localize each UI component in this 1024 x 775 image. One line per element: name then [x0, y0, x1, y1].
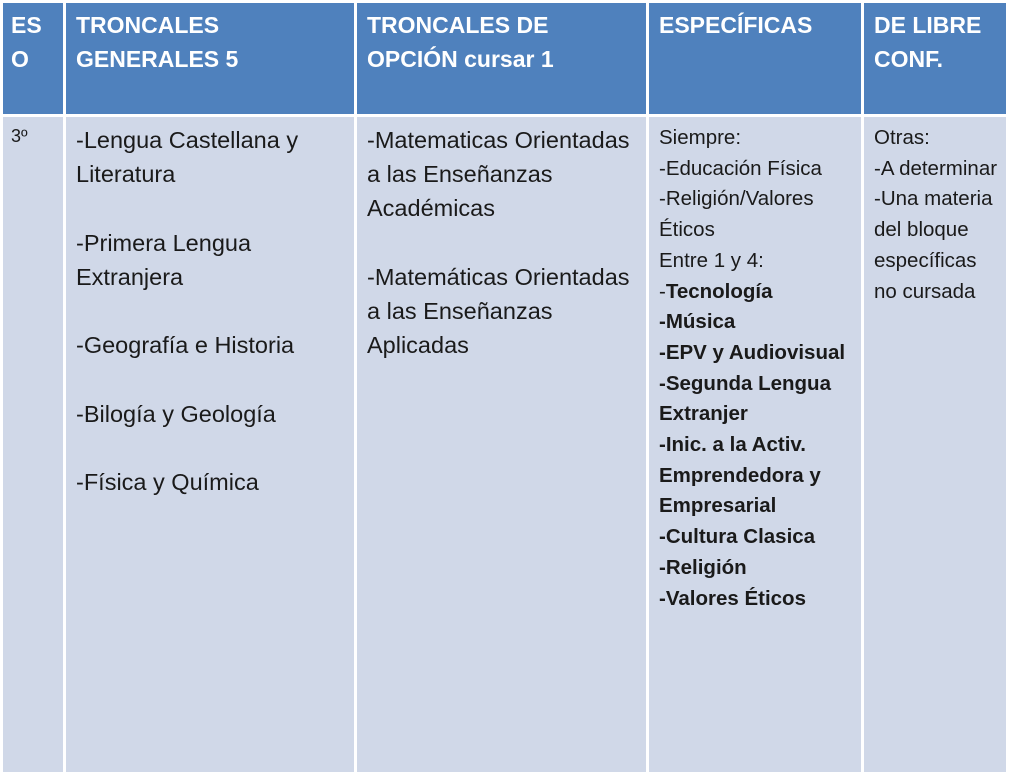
subject-prefix: - [659, 279, 666, 303]
subject-item: -Lengua Castellana y Literatura [76, 127, 299, 188]
subject-item: -Música [659, 310, 736, 334]
header-eso: ES O [2, 2, 65, 116]
subject-item: -Religión/Valores Éticos [659, 187, 814, 242]
subject-item: -Física y Química [76, 468, 259, 495]
cell-troncales-generales [65, 116, 356, 774]
subject-item: -Inic. a la Activ. Emprendedora y Empresarial [659, 433, 821, 518]
subject-item: -Bilogía y Geología [76, 400, 276, 427]
subject-item: -A determinar [874, 156, 998, 180]
libre-conf-label: Otras: [874, 126, 930, 149]
subject-item: -Segunda Lengua Extranjer [659, 371, 831, 426]
subject-item: -Cultura Clasica [659, 525, 816, 549]
cell-curso: 3º [2, 116, 65, 774]
subject-item: -Religión [659, 555, 747, 579]
header-libre-conf: DE LIBRE CONF. [863, 2, 1008, 116]
subject-item: -Matematicas Orientadas a las Enseñanzas Académicas [367, 127, 630, 222]
subject-item: -Matemáticas Orientadas a las Enseñanzas Aplicadas [367, 263, 630, 359]
header-especificas: ESPECÍFICAS [648, 2, 863, 116]
subject-item: -EPV y Audiovisual [659, 340, 846, 364]
subject-item: -Una materia del bloque específicas no cursada [874, 187, 993, 303]
header-troncales-generales: TRONCALES GENERALES 5 [65, 2, 356, 116]
subject-item [659, 277, 855, 308]
especificas-siempre-label: Siempre: [659, 126, 742, 149]
subject-item: -Primera Lengua Extranjera [76, 229, 252, 290]
subject-item: -Valores Éticos [659, 586, 806, 610]
cell-especificas [648, 116, 863, 774]
cell-troncales-opcion [356, 116, 648, 774]
subject-item: -Geografía e Historia [76, 332, 295, 359]
subject-item: -Educación Física [659, 156, 822, 180]
cell-libre-conf [863, 116, 1008, 774]
especificas-entre-label: Entre 1 y 4: [659, 248, 764, 272]
header-troncales-opcion: TRONCALES DE OPCIÓN cursar 1 [356, 2, 648, 116]
subject-name: Tecnología [665, 279, 773, 303]
table-row [2, 116, 1008, 774]
header-row [2, 2, 1008, 116]
